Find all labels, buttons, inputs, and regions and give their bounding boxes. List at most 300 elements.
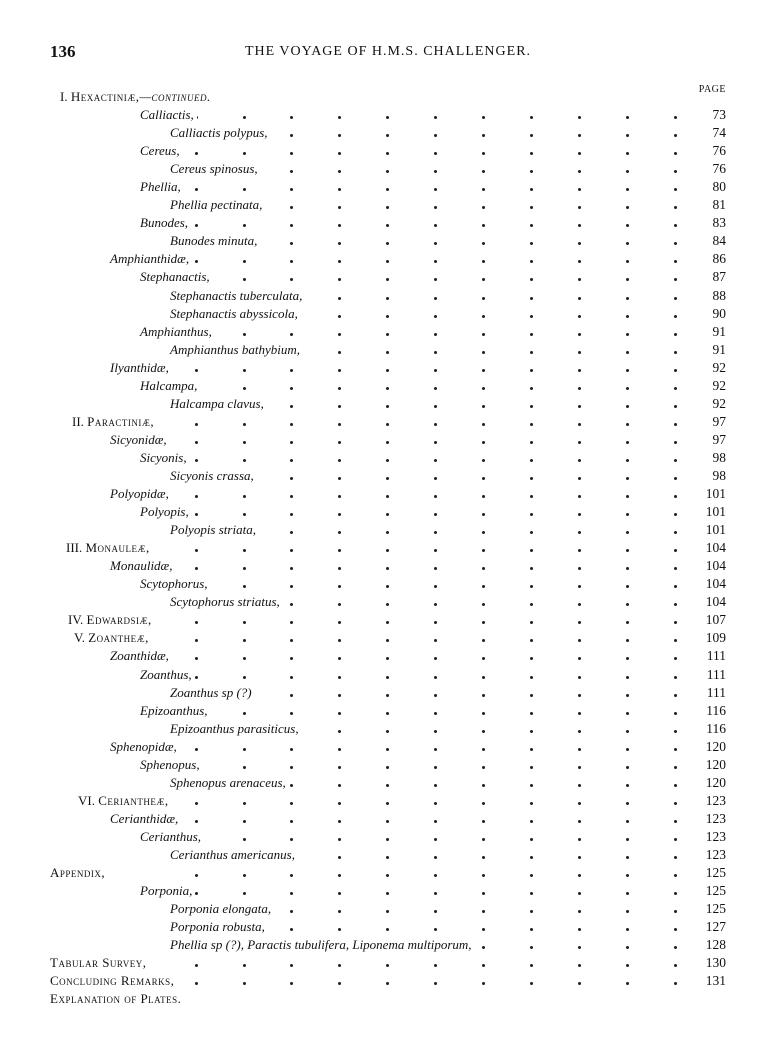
leader-dot xyxy=(386,134,389,137)
leader-dot xyxy=(338,369,341,372)
leader-dot xyxy=(434,549,437,552)
leader-dot xyxy=(626,712,629,715)
leader-dot xyxy=(338,116,341,119)
leader-dot xyxy=(626,242,629,245)
toc-entry-title xyxy=(170,467,257,485)
toc-entry-title xyxy=(170,160,261,178)
leader-dot xyxy=(482,387,485,390)
leader-dot xyxy=(674,152,677,155)
dot-leader xyxy=(50,160,696,178)
toc-entry-page: 127 xyxy=(705,919,726,935)
leader-dot xyxy=(386,513,389,516)
dot-leader xyxy=(50,846,696,864)
leader-dot xyxy=(530,928,533,931)
leader-dot xyxy=(626,748,629,751)
toc-entry-title xyxy=(140,377,200,395)
entry-title-text: Amphianthidæ, xyxy=(110,251,190,267)
toc-entry-title xyxy=(110,250,192,268)
leader-dot xyxy=(578,297,581,300)
leader-dot xyxy=(290,242,293,245)
leader-dot xyxy=(434,856,437,859)
entry-title-text: Paractiniæ, xyxy=(87,413,155,429)
leader-dot xyxy=(482,477,485,480)
toc-entry-title xyxy=(140,828,204,846)
toc-entry xyxy=(50,214,726,232)
leader-dot xyxy=(386,549,389,552)
entry-title-text: Sicyonis crassa, xyxy=(170,467,254,483)
leader-dot xyxy=(626,152,629,155)
toc-entry-page: 101 xyxy=(705,522,726,538)
section-numeral: IV. xyxy=(68,612,87,628)
leader-dot xyxy=(530,802,533,805)
leader-dot xyxy=(530,297,533,300)
leader-dot xyxy=(482,459,485,462)
toc-entry-title xyxy=(50,864,108,882)
leader-dot xyxy=(626,531,629,534)
leader-dot xyxy=(290,838,293,841)
leader-dot xyxy=(578,513,581,516)
running-title: THE VOYAGE OF H.M.S. CHALLENGER. xyxy=(244,44,532,59)
dot-leader xyxy=(50,287,696,305)
leader-dot xyxy=(386,495,389,498)
dot-leader xyxy=(50,395,696,413)
section-numeral: VI. xyxy=(78,792,99,808)
leader-dot xyxy=(386,242,389,245)
toc-entry xyxy=(50,449,726,467)
toc-entry-page: 92 xyxy=(712,377,726,393)
toc-entry-page: 125 xyxy=(705,901,726,917)
entry-title-text: Polyopis striata, xyxy=(170,522,256,538)
leader-dot xyxy=(530,116,533,119)
toc-entry xyxy=(50,575,726,593)
toc-entry-title xyxy=(170,900,274,918)
section-numeral: V. xyxy=(74,630,89,646)
leader-dot xyxy=(386,766,389,769)
toc-entry-page: 101 xyxy=(705,486,726,502)
leader-dot xyxy=(434,676,437,679)
leader-dot xyxy=(195,224,198,227)
leader-dot xyxy=(530,278,533,281)
leader-dot xyxy=(626,513,629,516)
leader-dot xyxy=(243,802,246,805)
toc-entry xyxy=(50,395,726,413)
toc-entry xyxy=(50,828,726,846)
toc-entry-title xyxy=(78,792,172,810)
leader-dot xyxy=(578,116,581,119)
leader-dot xyxy=(338,820,341,823)
toc-entry-title xyxy=(140,323,215,341)
entry-title-text: Cerianthus americanus, xyxy=(170,846,295,862)
leader-dot xyxy=(626,730,629,733)
leader-dot xyxy=(530,513,533,516)
leader-dot xyxy=(482,639,485,642)
toc-entry-page: 104 xyxy=(705,540,726,556)
leader-dot xyxy=(578,387,581,390)
leader-dot xyxy=(482,802,485,805)
leader-dot xyxy=(434,441,437,444)
leader-dot xyxy=(434,928,437,931)
leader-dot xyxy=(290,892,293,895)
leader-dot xyxy=(243,964,246,967)
leader-dot xyxy=(386,477,389,480)
entry-title-text: Sphenopidæ, xyxy=(110,738,177,754)
toc-entry xyxy=(50,467,726,485)
leader-dot xyxy=(482,513,485,516)
toc-entry-title xyxy=(110,738,180,756)
leader-dot xyxy=(434,874,437,877)
leader-dot xyxy=(195,657,198,660)
leader-dot xyxy=(434,116,437,119)
toc-entry-title xyxy=(170,684,255,702)
leader-dot xyxy=(626,441,629,444)
leader-dot xyxy=(243,333,246,336)
leader-dot xyxy=(530,369,533,372)
leader-dot xyxy=(243,838,246,841)
leader-dot xyxy=(434,982,437,985)
leader-dot xyxy=(674,892,677,895)
leader-dot xyxy=(243,369,246,372)
toc-entry-page: 116 xyxy=(706,720,726,736)
leader-dot xyxy=(243,748,246,751)
leader-dot xyxy=(434,134,437,137)
leader-dot xyxy=(482,170,485,173)
leader-dot xyxy=(195,892,198,895)
toc-entry-title xyxy=(110,557,175,575)
leader-dot xyxy=(626,928,629,931)
leader-dot xyxy=(674,513,677,516)
leader-dot xyxy=(578,946,581,949)
leader-dot xyxy=(290,748,293,751)
leader-dot xyxy=(290,441,293,444)
entry-title-text: Zoantheæ, xyxy=(88,630,149,646)
leader-dot xyxy=(578,621,581,624)
leader-dot xyxy=(243,441,246,444)
toc-entry-page: 87 xyxy=(712,269,726,285)
toc-entry-page: 73 xyxy=(712,107,726,123)
leader-dot xyxy=(434,694,437,697)
leader-dot xyxy=(434,170,437,173)
leader-dot xyxy=(578,549,581,552)
leader-dot xyxy=(290,820,293,823)
leader-dot xyxy=(434,730,437,733)
toc-entry-title xyxy=(170,521,259,539)
leader-dot xyxy=(290,405,293,408)
toc-entry xyxy=(50,287,726,305)
toc-entry-title xyxy=(72,413,157,431)
page-number: 136 xyxy=(50,42,76,61)
leader-dot xyxy=(434,621,437,624)
leader-dot xyxy=(243,766,246,769)
leader-dot xyxy=(626,694,629,697)
toc-entry-title xyxy=(74,629,152,647)
leader-dot xyxy=(243,224,246,227)
leader-dot xyxy=(674,838,677,841)
entry-title-text: Sicyonis, xyxy=(140,449,187,465)
leader-dot xyxy=(530,459,533,462)
leader-dot xyxy=(530,531,533,534)
leader-dot xyxy=(434,224,437,227)
leader-dot xyxy=(530,694,533,697)
toc-entry xyxy=(50,341,726,359)
leader-dot xyxy=(482,188,485,191)
entry-title-text: Explanation of Plates. xyxy=(50,991,182,1007)
leader-dot xyxy=(530,892,533,895)
leader-dot xyxy=(290,423,293,426)
leader-dot xyxy=(626,585,629,588)
entry-title-text: Calliactis polypus, xyxy=(170,125,268,141)
dot-leader xyxy=(50,521,696,539)
leader-dot xyxy=(434,531,437,534)
leader-dot xyxy=(530,856,533,859)
leader-dot xyxy=(434,892,437,895)
leader-dot xyxy=(338,730,341,733)
dot-leader xyxy=(50,196,696,214)
toc-entry-page: 88 xyxy=(712,287,726,303)
leader-dot xyxy=(338,892,341,895)
leader-dot xyxy=(338,405,341,408)
toc-entry-page: 92 xyxy=(712,359,726,375)
toc-entry xyxy=(50,629,726,647)
leader-dot xyxy=(434,387,437,390)
leader-dot xyxy=(482,946,485,949)
leader-dot xyxy=(578,188,581,191)
toc-entry xyxy=(50,846,726,864)
leader-dot xyxy=(386,802,389,805)
leader-dot xyxy=(578,369,581,372)
leader-dot xyxy=(626,315,629,318)
leader-dot xyxy=(290,278,293,281)
toc-entry-title xyxy=(170,232,260,250)
leader-dot xyxy=(386,964,389,967)
leader-dot xyxy=(290,585,293,588)
leader-dot xyxy=(338,856,341,859)
leader-dot xyxy=(482,242,485,245)
toc-entry xyxy=(50,142,726,160)
leader-dot xyxy=(530,188,533,191)
toc-entry-title xyxy=(140,214,191,232)
leader-dot xyxy=(290,495,293,498)
leader-dot xyxy=(338,694,341,697)
leader-dot xyxy=(530,639,533,642)
toc-entry xyxy=(50,359,726,377)
toc-entry xyxy=(50,918,726,936)
leader-dot xyxy=(338,639,341,642)
leader-dot xyxy=(674,405,677,408)
leader-dot xyxy=(290,116,293,119)
leader-dot xyxy=(626,333,629,336)
leader-dot xyxy=(674,441,677,444)
toc-entry-page: 104 xyxy=(705,558,726,574)
leader-dot xyxy=(578,766,581,769)
toc-entry xyxy=(50,557,726,575)
toc-entry xyxy=(50,268,726,286)
leader-dot xyxy=(482,531,485,534)
toc-entry xyxy=(50,647,726,665)
leader-dot xyxy=(434,260,437,263)
leader-dot xyxy=(530,495,533,498)
leader-dot xyxy=(674,585,677,588)
entry-title-text: Stephanactis, xyxy=(140,269,210,285)
toc-entry-page: 111 xyxy=(706,648,726,664)
toc-entry xyxy=(50,900,726,918)
leader-dot xyxy=(578,694,581,697)
leader-dot xyxy=(434,766,437,769)
toc-entry xyxy=(50,178,726,196)
leader-dot xyxy=(290,784,293,787)
leader-dot xyxy=(386,856,389,859)
leader-dot xyxy=(626,477,629,480)
toc-entry-title xyxy=(50,990,184,1008)
toc-entry-page: 83 xyxy=(712,215,726,231)
leader-dot xyxy=(386,224,389,227)
leader-dot xyxy=(338,603,341,606)
leader-dot xyxy=(578,224,581,227)
leader-dot xyxy=(674,928,677,931)
leader-dot xyxy=(674,946,677,949)
leader-dot xyxy=(338,910,341,913)
leader-dot xyxy=(386,170,389,173)
leader-dot xyxy=(195,423,198,426)
leader-dot xyxy=(578,441,581,444)
toc-entry xyxy=(50,232,726,250)
leader-dot xyxy=(338,928,341,931)
leader-dot xyxy=(434,910,437,913)
entry-title-text: Bunodes, xyxy=(140,215,189,231)
leader-dot xyxy=(674,802,677,805)
entry-title-text: Epizoanthus parasiticus, xyxy=(170,720,299,736)
leader-dot xyxy=(578,748,581,751)
leader-dot xyxy=(243,712,246,715)
leader-dot xyxy=(243,152,246,155)
leader-dot xyxy=(434,603,437,606)
leader-dot xyxy=(338,748,341,751)
leader-dot xyxy=(626,297,629,300)
leader-dot xyxy=(482,820,485,823)
leader-dot xyxy=(674,459,677,462)
leader-dot xyxy=(290,802,293,805)
leader-dot xyxy=(482,116,485,119)
leader-dot xyxy=(530,585,533,588)
leader-dot xyxy=(674,170,677,173)
leader-dot xyxy=(195,549,198,552)
leader-dot xyxy=(674,567,677,570)
leader-dot xyxy=(195,639,198,642)
leader-dot xyxy=(482,657,485,660)
leader-dot xyxy=(243,116,246,119)
leader-dot xyxy=(386,730,389,733)
leader-dot xyxy=(674,910,677,913)
toc-entry xyxy=(50,539,726,557)
leader-dot xyxy=(338,802,341,805)
leader-dot xyxy=(195,964,198,967)
leader-dot xyxy=(674,603,677,606)
leader-dot xyxy=(626,802,629,805)
leader-dot xyxy=(434,477,437,480)
leader-dot xyxy=(578,676,581,679)
leader-dot xyxy=(195,513,198,516)
leader-dot xyxy=(530,333,533,336)
leader-dot xyxy=(626,621,629,624)
toc-entry-title xyxy=(110,485,172,503)
leader-dot xyxy=(626,946,629,949)
leader-dot xyxy=(290,694,293,697)
leader-dot xyxy=(482,134,485,137)
leader-dot xyxy=(482,351,485,354)
toc-entry-title xyxy=(170,846,298,864)
toc-entry-title xyxy=(140,503,192,521)
leader-dot xyxy=(626,856,629,859)
leader-dot xyxy=(482,712,485,715)
leader-dot xyxy=(386,928,389,931)
leader-dot xyxy=(195,369,198,372)
leader-dot xyxy=(578,423,581,426)
dot-leader xyxy=(50,305,696,323)
entry-title-text: Phellia sp (?), Paractis tubulifera, Liponema multiporum, xyxy=(170,937,472,953)
toc-entry-page: 123 xyxy=(705,846,726,862)
leader-dot xyxy=(386,206,389,209)
leader-dot xyxy=(386,676,389,679)
leader-dot xyxy=(530,748,533,751)
leader-dot xyxy=(434,278,437,281)
leader-dot xyxy=(626,405,629,408)
leader-dot xyxy=(338,784,341,787)
leader-dot xyxy=(626,874,629,877)
leader-dot xyxy=(195,188,198,191)
toc-entry-page: 130 xyxy=(705,955,726,971)
entry-title-text: Stephanactis abyssicola, xyxy=(170,305,298,321)
leader-dot xyxy=(482,405,485,408)
leader-dot xyxy=(530,477,533,480)
leader-dot xyxy=(290,964,293,967)
leader-dot xyxy=(243,621,246,624)
toc-entry-title xyxy=(110,359,172,377)
leader-dot xyxy=(578,242,581,245)
leader-dot xyxy=(482,603,485,606)
leader-dot xyxy=(434,333,437,336)
leader-dot xyxy=(578,928,581,931)
leader-dot xyxy=(626,820,629,823)
leader-dot xyxy=(243,585,246,588)
leader-dot xyxy=(578,152,581,155)
leader-dot xyxy=(386,405,389,408)
leader-dot xyxy=(386,874,389,877)
leader-dot xyxy=(338,459,341,462)
leader-dot xyxy=(195,441,198,444)
leader-dot xyxy=(578,315,581,318)
leader-dot xyxy=(338,585,341,588)
leader-dot xyxy=(674,730,677,733)
leader-dot xyxy=(626,549,629,552)
toc-entry xyxy=(50,936,726,954)
leader-dot xyxy=(578,531,581,534)
toc-entry xyxy=(50,323,726,341)
leader-dot xyxy=(434,315,437,318)
toc-entry xyxy=(50,106,726,124)
leader-dot xyxy=(482,784,485,787)
entry-title-text: Polyopidæ, xyxy=(110,486,169,502)
leader-dot xyxy=(338,315,341,318)
leader-dot xyxy=(434,657,437,660)
entry-title-text: Sicyonidæ, xyxy=(110,431,167,447)
entry-title-text: Cerianthidæ, xyxy=(110,810,179,826)
toc-entry-page: 120 xyxy=(705,756,726,772)
leader-dot xyxy=(434,351,437,354)
leader-dot xyxy=(338,766,341,769)
leader-dot xyxy=(530,423,533,426)
leader-dot xyxy=(530,657,533,660)
leader-dot xyxy=(530,730,533,733)
leader-dot xyxy=(482,441,485,444)
